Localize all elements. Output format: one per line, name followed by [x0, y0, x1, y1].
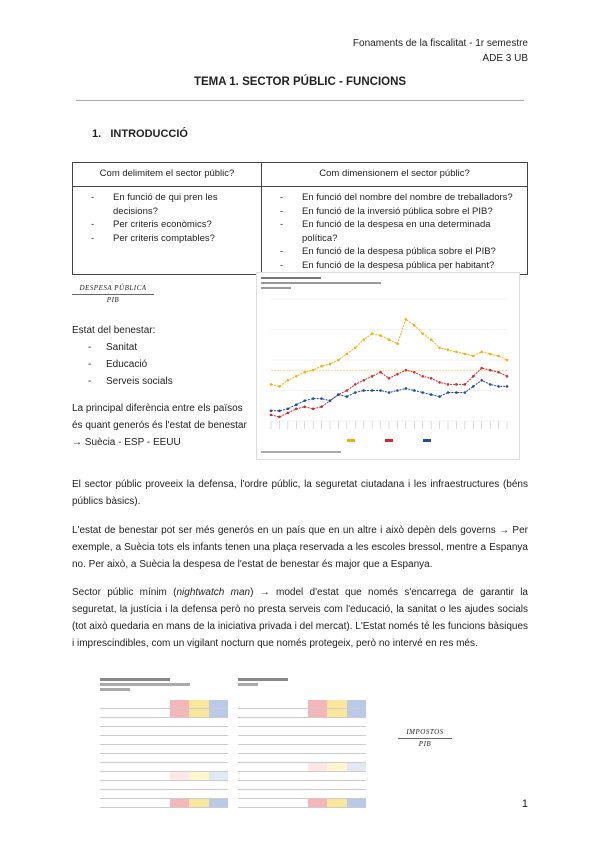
chart-point — [312, 397, 315, 400]
chart-point — [320, 365, 323, 368]
list-item: - Serveis socials — [72, 373, 173, 390]
chart-point — [379, 371, 382, 374]
list-item: - En funció de la despesa en una determinada política? — [274, 218, 521, 245]
chart-point — [455, 383, 458, 386]
chart-point — [287, 412, 290, 415]
chart-point — [379, 389, 382, 392]
nightwatch-term: nightwatch man — [176, 587, 251, 598]
chart-point — [430, 393, 433, 396]
chart-subtitle-line — [261, 282, 381, 284]
formula-denominator: PIB — [418, 740, 432, 748]
mini-table-left — [100, 700, 228, 808]
chart-point — [421, 332, 424, 335]
page-title: TEMA 1. SECTOR PÚBLIC - FUNCIONS — [193, 76, 407, 88]
program-name: ADE 3 UB — [482, 53, 528, 64]
chart-point — [371, 389, 374, 392]
page-number: 1 — [521, 798, 528, 810]
chart-point — [354, 383, 357, 386]
chart-point — [379, 334, 382, 337]
chart-source-line — [261, 451, 341, 453]
welfare-block — [72, 322, 173, 390]
chart-point — [354, 391, 357, 394]
difference-text: La principal diferència entre els països és quant generós és l'estat de benestar → Suècia - ESP - EEUU — [72, 403, 247, 448]
chart-point — [270, 414, 273, 417]
chart-point — [413, 389, 416, 392]
nightwatch-after: ) → model d'estat que només s'encarrega de garantir la seguretat, la justícia i la defensa però no presta serveis com l'educació, la sanitat o les ajudes socials (tot això quedaria en mans de la iniciativa privada i del mercat). L'Estat només té les funcions bàsiques i imprescindibles, com un vigilant nocturn que només protegeix, però no intervé en res més. — [72, 587, 528, 649]
nightwatch-before: Sector públic mínim ( — [72, 587, 177, 598]
chart-point — [354, 347, 357, 350]
paragraph-welfare-state: L'estat de benestar pot ser més generós en un país que en un altre i això depèn dels governs → Per exemple, a Suècia tots els infants tenen una plaça reservada a les escoles bressol, mentre a Espanya no. Per això, a Suècia la despesa de l'estat de benestar és major que a Espanya. — [72, 525, 528, 570]
section-title: INTRODUCCIÓ — [110, 128, 188, 140]
table-header-dimension: Com dimensionem el sector públic? — [262, 163, 528, 187]
chart-point — [497, 385, 500, 388]
chart-point — [405, 387, 408, 390]
list-item: - En funció de la inversió pública sobre el PIB? — [274, 205, 521, 219]
chart-point — [480, 367, 483, 370]
tax-table-image-right — [238, 676, 366, 816]
chart-point — [438, 381, 441, 384]
list-item: - Per criteris econòmics? — [85, 218, 255, 232]
chart-point — [413, 324, 416, 327]
chart-title-line — [261, 277, 321, 279]
chart-point — [405, 369, 408, 372]
chart-point — [303, 399, 306, 402]
chart-point — [396, 342, 399, 345]
formula-impostos-pib — [398, 728, 452, 748]
chart-point — [320, 397, 323, 400]
mini-table-right — [238, 700, 366, 808]
chart-point — [346, 353, 349, 356]
chart-point — [287, 379, 290, 382]
chart-point — [405, 318, 408, 321]
chart-point — [430, 377, 433, 380]
chart-point — [506, 385, 509, 388]
chart-point — [362, 338, 365, 341]
chart-point — [489, 353, 492, 356]
chart-point — [337, 359, 340, 362]
list-item: - Per criteris comptables? — [85, 232, 255, 246]
chart-point — [312, 369, 315, 372]
chart-point — [497, 371, 500, 374]
chart-point — [295, 375, 298, 378]
chart-legend-swatch — [347, 439, 355, 442]
question-table — [72, 162, 528, 275]
chart-point — [438, 395, 441, 398]
paragraph-public-goods: El sector públic proveeix la defensa, l'ordre públic, la seguretat ciutadana i les infraestructures (béns públics bàsics). — [72, 479, 528, 507]
chart-point — [489, 383, 492, 386]
chart-point — [421, 375, 424, 378]
list-item: - En funció de la despesa pública per habitant? — [274, 259, 521, 273]
chart-point — [329, 363, 332, 366]
public-spending-chart — [256, 272, 520, 460]
chart-legend-swatch — [423, 439, 431, 442]
chart-point — [464, 383, 467, 386]
chart-point — [278, 385, 281, 388]
welfare-label: Estat del benestar: — [72, 325, 156, 336]
chart-point — [506, 359, 509, 362]
course-header — [353, 36, 528, 66]
chart-point — [396, 373, 399, 376]
chart-point — [346, 395, 349, 398]
chart-point — [447, 383, 450, 386]
section-number: 1. — [92, 128, 102, 140]
chart-point — [388, 391, 391, 394]
formula-numerator: DESPESA PÚBLICA — [72, 284, 154, 295]
chart-svg — [257, 273, 519, 459]
chart-point — [329, 399, 332, 402]
chart-point — [506, 375, 509, 378]
chart-subtitle-line — [261, 287, 291, 289]
formula-denominator: PIB — [106, 296, 120, 304]
chart-point — [464, 391, 467, 394]
chart-point — [472, 355, 475, 358]
table-cell-dimension — [262, 187, 528, 275]
chart-point — [396, 389, 399, 392]
tax-table-image-left — [100, 676, 228, 816]
chart-point — [497, 355, 500, 358]
chart-point — [455, 391, 458, 394]
title-divider — [76, 100, 524, 101]
chart-point — [287, 408, 290, 411]
chart-point — [388, 338, 391, 341]
chart-point — [362, 389, 365, 392]
chart-point — [346, 389, 349, 392]
chart-point — [472, 375, 475, 378]
chart-series-line — [271, 380, 507, 411]
chart-point — [438, 347, 441, 350]
chart-point — [480, 379, 483, 382]
formula-numerator: IMPOSTOS — [398, 728, 452, 739]
list-item: - Sanitat — [72, 339, 173, 356]
course-name: Fonaments de la fiscalitat - 1r semestre — [352, 38, 528, 49]
chart-point — [480, 351, 483, 354]
chart-point — [464, 353, 467, 356]
chart-point — [312, 408, 315, 411]
list-item: - Educació — [72, 356, 173, 373]
chart-point — [447, 391, 450, 394]
paragraph-nightwatch — [72, 584, 528, 652]
chart-point — [362, 379, 365, 382]
chart-point — [320, 405, 323, 408]
chart-point — [489, 369, 492, 372]
list-item: - En funció de la despesa pública sobre el PIB? — [274, 245, 521, 259]
chart-point — [430, 338, 433, 341]
table-caption-area — [100, 678, 228, 700]
chart-point — [278, 416, 281, 419]
chart-point — [337, 393, 340, 396]
chart-point — [303, 371, 306, 374]
chart-point — [472, 385, 475, 388]
chart-point — [421, 391, 424, 394]
list-item: - En funció de qui pren les decisions? — [85, 191, 255, 218]
list-item: - En funció del nombre del nombre de treballadors? — [274, 191, 521, 205]
chart-point — [303, 405, 306, 408]
chart-point — [371, 332, 374, 335]
chart-point — [270, 410, 273, 413]
chart-point — [295, 403, 298, 406]
table-caption-area — [238, 678, 366, 700]
chart-point — [371, 375, 374, 378]
chart-point — [388, 377, 391, 380]
chart-point — [295, 408, 298, 411]
section-heading — [92, 128, 188, 140]
chart-point — [447, 349, 450, 352]
table-cell-delimit — [73, 187, 262, 275]
chart-point — [413, 371, 416, 374]
formula-despesa-pib — [72, 284, 154, 304]
table-header-delimit: Com delimitem el sector públic? — [73, 163, 262, 187]
chart-point — [278, 410, 281, 413]
chart-point — [270, 383, 273, 386]
chart-legend-swatch — [385, 439, 393, 442]
chart-point — [455, 351, 458, 354]
